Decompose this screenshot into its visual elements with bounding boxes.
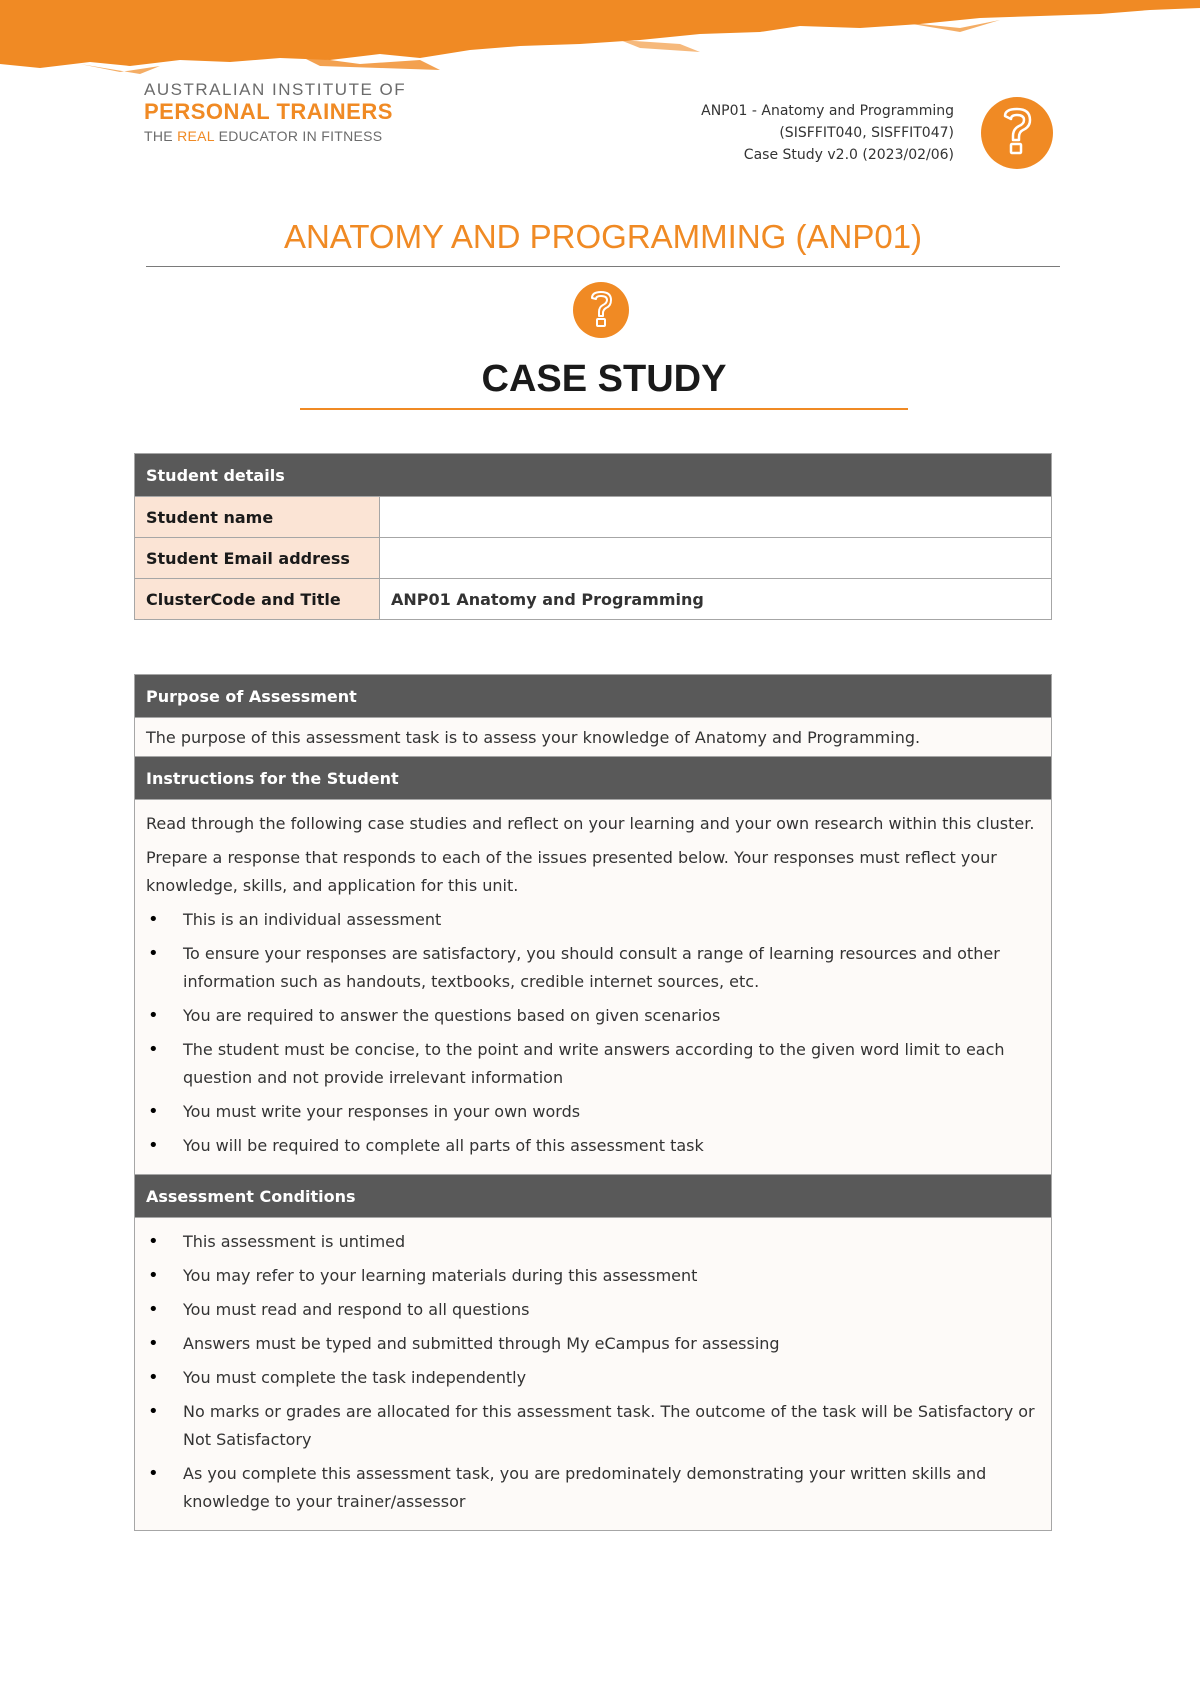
list-item: • This assessment is untimed [146, 1228, 1040, 1256]
student-details-heading: Student details [135, 454, 1052, 497]
table-row [135, 538, 1052, 579]
list-item: • You may refer to your learning materials during this assessment [146, 1262, 1040, 1290]
list-item: • No marks or grades are allocated for this assessment task. The outcome of the task will be Satisfactory or Not Satisfactory [146, 1398, 1040, 1454]
instructions-paragraph: Prepare a response that responds to each of the issues presented below. Your responses must reflect your knowledge, skills, and application for this unit. [146, 848, 997, 895]
list-item: • You must write your responses in your own words [146, 1098, 1040, 1126]
brand-logo [144, 80, 406, 148]
instructions-body [135, 800, 1052, 1175]
list-item: • Answers must be typed and submitted through My eCampus for assessing [146, 1330, 1040, 1358]
logo-line-2: PERSONAL TRAINERS [144, 99, 393, 124]
list-item: • This is an individual assessment [146, 906, 1040, 934]
logo-tagline [144, 124, 406, 148]
assessment-info-table [134, 674, 1052, 1531]
subtitle-divider [300, 408, 908, 410]
student-name-label: Student name [135, 497, 380, 538]
student-email-field[interactable] [380, 538, 1052, 579]
conditions-list [146, 1228, 1040, 1516]
instructions-heading: Instructions for the Student [135, 757, 1052, 800]
list-item: • To ensure your responses are satisfactory, you should consult a range of learning resources and other information such as handouts, textbooks, credible internet sources, etc. [146, 940, 1040, 996]
table-row [135, 497, 1052, 538]
cluster-code-value: ANP01 Anatomy and Programming [380, 579, 1052, 620]
tagline-real: REAL [177, 128, 215, 144]
tagline-rest: EDUCATOR IN FITNESS [218, 128, 383, 144]
tagline-the: THE [144, 128, 173, 144]
instructions-paragraph: Read through the following case studies and reflect on your learning and your own research within this cluster. [146, 814, 1035, 833]
cluster-code-label: ClusterCode and Title [135, 579, 380, 620]
student-email-label: Student Email address [135, 538, 380, 579]
list-item: • You must read and respond to all questions [146, 1296, 1040, 1324]
instructions-list [146, 906, 1040, 1160]
meta-version: Case Study v2.0 (2023/02/06) [743, 147, 954, 163]
header-brush-banner [0, 0, 1200, 80]
purpose-text: The purpose of this assessment task is to assess your knowledge of Anatomy and Programming. [135, 718, 1052, 757]
logo-line-1: AUSTRALIAN INSTITUTE OF [144, 80, 407, 99]
conditions-heading: Assessment Conditions [135, 1175, 1052, 1218]
table-row [135, 579, 1052, 620]
meta-course: ANP01 - Anatomy and Programming [701, 103, 954, 119]
list-item: • You will be required to complete all parts of this assessment task [146, 1132, 1040, 1160]
meta-units: (SISFFIT040, SISFFIT047) [779, 125, 954, 141]
document-meta [701, 100, 954, 166]
question-bubble-icon [980, 96, 1054, 170]
list-item: • As you complete this assessment task, you are predominately demonstrating your written skills and knowledge to your trainer/assessor [146, 1460, 1040, 1516]
student-name-field[interactable] [380, 497, 1052, 538]
title-divider [146, 266, 1060, 267]
document-type-heading: CASE STUDY [481, 358, 727, 400]
conditions-body [135, 1218, 1052, 1531]
purpose-heading: Purpose of Assessment [135, 675, 1052, 718]
list-item: • You are required to answer the questions based on given scenarios [146, 1002, 1040, 1030]
list-item: • You must complete the task independently [146, 1364, 1040, 1392]
list-item: • The student must be concise, to the point and write answers according to the given word limit to each question and not provide irrelevant information [146, 1036, 1040, 1092]
student-details-table [134, 453, 1052, 620]
page-title: ANATOMY AND PROGRAMMING (ANP01) [283, 218, 923, 255]
question-bubble-icon [572, 281, 630, 339]
